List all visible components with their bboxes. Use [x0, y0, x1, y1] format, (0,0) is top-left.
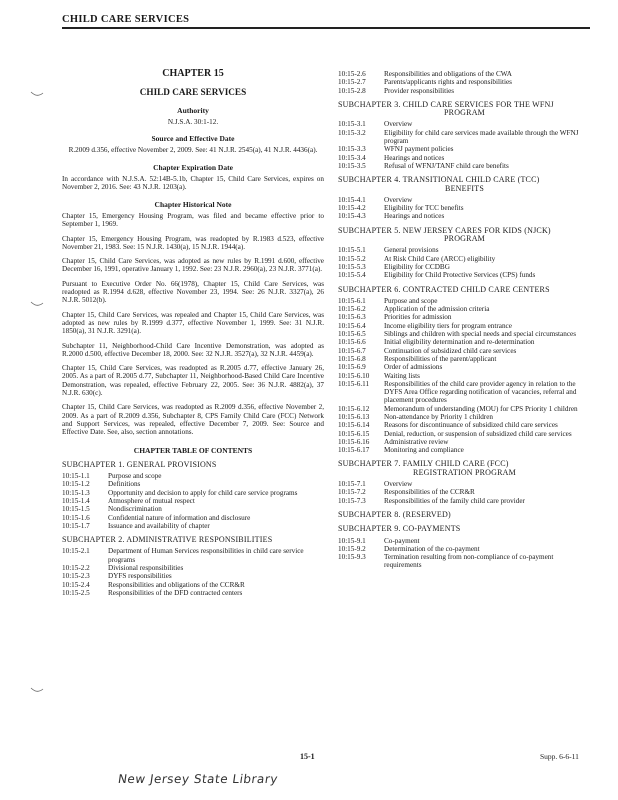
section-number: 10:15-6.4	[338, 321, 366, 330]
left-column	[62, 70, 324, 597]
section-number: 10:15-6.5	[338, 330, 366, 339]
toc-entry	[338, 497, 591, 505]
section-title: DYFS responsibilities	[108, 572, 172, 581]
section-number: 10:15-6.3	[338, 313, 366, 322]
subchapter-heading	[62, 461, 324, 469]
section-number: 10:15-4.2	[338, 204, 366, 213]
section-title: Non-attendance by Priority 1 children	[384, 412, 493, 421]
section-title: Atmosphere of mutual respect	[108, 496, 195, 505]
subchapter-title: SUBCHAPTER 6. CONTRACTED CHILD CARE CENTERS	[338, 284, 550, 294]
toc-entry	[62, 564, 324, 572]
subchapter-title-cont: PROGRAM	[444, 234, 485, 244]
section-number: 10:15-3.2	[338, 128, 366, 137]
toc-entry	[338, 305, 591, 313]
section-title: Initial eligibility determination and re-determination	[384, 338, 535, 347]
subchapter-title: SUBCHAPTER 4. TRANSITIONAL CHILD CARE (TCC)	[338, 175, 540, 185]
section-number: 10:15-6.6	[338, 338, 366, 347]
section-number: 10:15-1.1	[62, 472, 90, 481]
section-number: 10:15-2.4	[62, 580, 90, 589]
section-title: Eligibility for CCDBG	[384, 262, 450, 271]
section-number: 10:15-4.3	[338, 212, 366, 221]
section-title: Reasons for discontinuance of subsidized child care services	[384, 421, 558, 430]
history-paragraph: Chapter 15, Child Care Services, was repealed and Chapter 15, Child Care Services, was adopted as new rules by R.1999 d.377, effective November 1, 1999. See: 31 N.J.R. 1850(a), 31 N.J.R. 3291(a).	[62, 310, 324, 336]
toc-entry	[62, 505, 324, 513]
authority-heading: Authority	[177, 105, 209, 115]
subchapter-heading	[62, 536, 324, 544]
section-title: Order of admissions	[384, 363, 443, 372]
section-number: 10:15-6.7	[338, 346, 366, 355]
section-title: Continuation of subsidized child care services	[384, 346, 517, 355]
section-number: 10:15-5.3	[338, 262, 366, 271]
section-number: 10:15-3.4	[338, 153, 366, 162]
section-number: 10:15-6.9	[338, 363, 366, 372]
toc-entry	[62, 547, 324, 564]
toc-entry	[338, 70, 591, 78]
subchapter-title: SUBCHAPTER 9. CO-PAYMENTS	[338, 524, 461, 534]
section-title: WFNJ payment policies	[384, 145, 454, 154]
section-title: Overview	[384, 120, 413, 129]
section-title: Provider responsibilities	[384, 86, 455, 95]
subchapter-title-cont: PROGRAM	[444, 108, 485, 118]
margin-mark	[30, 686, 44, 694]
section-title: Nondiscrimination	[108, 505, 162, 514]
subchapter-heading	[338, 101, 591, 118]
toc-entry	[338, 322, 591, 330]
section-title: Denial, reduction, or suspension of subsidized child care services	[384, 429, 572, 438]
subchapter-title: SUBCHAPTER 2. ADMINISTRATIVE RESPONSIBILITIES	[62, 535, 273, 545]
section-number: 10:15-5.2	[338, 254, 366, 263]
toc-entry	[338, 255, 591, 263]
page-number: 15-1	[300, 752, 315, 761]
toc-heading: CHAPTER TABLE OF CONTENTS	[133, 445, 253, 455]
history-paragraph: Chapter 15, Child Care Services, was readopted as R.2009 d.356, effective November 2, 2009. As a part of R.2009 d.356, Subchapter 8, CPS Family Child Care (FCC) Network and Support Services, was repealed, effective December 7, 2009. See: Source and Effective Date. See, also, section annotations.	[62, 403, 324, 437]
toc-entry	[338, 263, 591, 271]
section-number: 10:15-6.1	[338, 296, 366, 305]
toc-entry	[338, 363, 591, 371]
section-title: Opportunity and decision to apply for child care service programs	[108, 488, 298, 497]
toc-entry	[338, 430, 591, 438]
toc-entry	[338, 537, 591, 545]
supplement-date: Supp. 6-6-11	[540, 752, 579, 761]
subchapter-heading	[338, 286, 591, 294]
toc-entry	[62, 572, 324, 580]
section-number: 10:15-6.11	[338, 379, 370, 388]
source-section	[62, 135, 324, 155]
subchapter-heading	[338, 176, 591, 193]
section-title: Eligibility for Child Protective Services (CPS) funds	[384, 271, 536, 280]
section-number: 10:15-2.8	[338, 86, 366, 95]
subchapter-title-cont: BENEFITS	[445, 183, 484, 193]
section-number: 10:15-2.6	[338, 70, 366, 78]
section-title: Parents/applicants rights and responsibilities	[384, 78, 512, 87]
section-title: Eligibility for child care services made available through the WFNJ program	[384, 128, 579, 146]
toc-entry	[62, 522, 324, 530]
subchapter-title-cont: REGISTRATION PROGRAM	[413, 467, 516, 477]
section-number: 10:15-6.17	[338, 446, 370, 455]
section-title: Responsibilities of the parent/applicant	[384, 354, 497, 363]
toc-entry	[338, 204, 591, 212]
right-top-items	[338, 70, 591, 95]
subchapter-title: SUBCHAPTER 1. GENERAL PROVISIONS	[62, 459, 217, 469]
subchapter-title: SUBCHAPTER 3. CHILD CARE SERVICES FOR THE WFNJ	[338, 99, 554, 109]
toc-entry	[338, 129, 591, 146]
section-number: 10:15-3.3	[338, 145, 366, 154]
toc-entry	[338, 145, 591, 153]
expiration-section	[62, 164, 324, 192]
toc-entry	[338, 120, 591, 128]
toc-entry	[338, 488, 591, 496]
section-title: Hearings and notices	[384, 153, 445, 162]
section-number: 10:15-3.1	[338, 120, 366, 129]
section-title: Purpose and scope	[108, 472, 162, 481]
section-title: Responsibilities of the CCR&R	[384, 488, 475, 497]
section-title: Income eligibility tiers for program entrance	[384, 321, 512, 330]
section-number: 10:15-2.2	[62, 564, 90, 573]
source-heading: Source and Effective Date	[151, 134, 235, 144]
toc-entry	[338, 545, 591, 553]
right-toc	[338, 101, 591, 570]
history-paragraph: Pursuant to Executive Order No. 66(1978), Chapter 15, Child Care Services, was readopted as R.1994 d.628, effective November 23, 1994. See: 26 N.J.R. 3327(a), 26 N.J.R. 5012(b).	[62, 279, 324, 305]
section-title: Confidential nature of information and disclosure	[108, 513, 251, 522]
section-title: Responsibilities of the family child care provider	[384, 496, 525, 505]
section-title: Refusal of WFNJ/TANF child care benefits	[384, 161, 509, 170]
chapter-number: CHAPTER 15	[162, 68, 224, 79]
section-number: 10:15-6.14	[338, 421, 370, 430]
section-number: 10:15-1.5	[62, 505, 90, 514]
subchapter-heading	[338, 525, 591, 533]
toc-entry	[338, 212, 591, 220]
subchapter-heading	[338, 227, 591, 244]
library-stamp: New Jersey State Library	[117, 772, 279, 786]
section-number: 10:15-6.16	[338, 437, 370, 446]
section-title: Application of the admission criteria	[384, 305, 490, 314]
toc-entry	[338, 421, 591, 429]
section-number: 10:15-7.2	[338, 488, 366, 497]
section-title: Administrative review	[384, 437, 449, 446]
history-paragraph: Chapter 15, Emergency Housing Program, was filed and became effective prior to September 1, 1969.	[62, 211, 324, 229]
margin-mark	[30, 90, 44, 98]
section-title: Responsibilities and obligations of the CCR&R	[108, 580, 245, 589]
toc-entry	[338, 87, 591, 95]
section-number: 10:15-2.1	[62, 547, 90, 556]
section-title: Definitions	[108, 480, 141, 489]
toc-entry	[338, 313, 591, 321]
subchapter-heading	[338, 511, 591, 519]
authority-section	[62, 107, 324, 127]
section-title: Co-payment	[384, 536, 420, 545]
section-number: 10:15-9.2	[338, 544, 366, 553]
toc-entry	[338, 271, 591, 279]
history-paragraph: Chapter 15, Emergency Housing Program, was readopted by R.1983 d.523, effective November 21, 1983. See: 15 N.J.R. 1430(a), 15 N.J.R. 1944(a).	[62, 234, 324, 251]
section-number: 10:15-5.1	[338, 246, 366, 255]
toc-entry	[338, 480, 591, 488]
section-number: 10:15-1.7	[62, 521, 90, 530]
section-number: 10:15-9.3	[338, 553, 366, 562]
section-number: 10:15-4.1	[338, 195, 366, 204]
source-text: R.2009 d.356, effective November 2, 2009. See: 41 N.J.R. 2545(a), 41 N.J.R. 4436(a).	[68, 146, 318, 155]
section-title: Waiting lists	[384, 371, 420, 380]
section-title: Monitoring and compliance	[384, 446, 464, 455]
history-paragraph: Subchapter 11, Neighborhood-Child Care Incentive Demonstration, was adopted as R.2000 d.500, effective December 18, 2000. See: 32 N.J.R. 3527(a), 32 N.J.R. 4459(a).	[62, 341, 324, 358]
toc-entry	[338, 297, 591, 305]
section-title: Priorities for admission	[384, 313, 452, 322]
section-title: Responsibilities and obligations of the CWA	[384, 70, 512, 78]
section-number: 10:15-7.1	[338, 480, 366, 489]
section-title: Determination of the co-payment	[384, 544, 480, 553]
section-number: 10:15-7.3	[338, 496, 366, 505]
section-number: 10:15-9.1	[338, 536, 366, 545]
history-paragraph: Chapter 15, Child Care Services, was adopted as new rules by R.1991 d.600, effective December 16, 1991, operative January 1, 1992. See: 23 N.J.R. 2960(a), 23 N.J.R. 3771(a).	[62, 257, 324, 274]
section-title: Purpose and scope	[384, 296, 438, 305]
right-column	[338, 70, 591, 570]
section-title: Responsibilities of the DFD contracted centers	[108, 588, 243, 597]
toc-entry	[338, 372, 591, 380]
toc-entry	[338, 154, 591, 162]
toc-entry	[338, 380, 591, 405]
section-title: Overview	[384, 195, 413, 204]
history-section	[62, 201, 324, 437]
toc-entry	[338, 438, 591, 446]
toc-entry	[338, 78, 591, 86]
section-title: Hearings and notices	[384, 212, 445, 221]
running-header: CHILD CARE SERVICES	[62, 14, 590, 29]
subchapter-heading	[338, 460, 591, 477]
section-number: 10:15-6.2	[338, 305, 366, 314]
section-number: 10:15-1.3	[62, 488, 90, 497]
section-title: Eligibility for TCC benefits	[384, 204, 464, 213]
section-title: Department of Human Services responsibilities in child care service programs	[108, 547, 304, 564]
toc-entry	[62, 489, 324, 497]
section-title: At Risk Child Care (ARCC) eligibility	[384, 254, 496, 263]
section-title: Memorandum of understanding (MOU) for CPS Priority 1 children	[384, 404, 578, 413]
section-number: 10:15-6.15	[338, 429, 370, 438]
section-number: 10:15-1.4	[62, 496, 90, 505]
expiration-text: In accordance with N.J.S.A. 52:14B-5.1b, Chapter 15, Child Care Services, expires on November 2, 2016. See: 43 N.J.R. 1203(a).	[62, 175, 324, 192]
section-number: 10:15-3.5	[338, 161, 366, 170]
toc-entry	[338, 553, 591, 570]
toc-entry	[338, 246, 591, 254]
section-number: 10:15-1.6	[62, 513, 90, 522]
subchapter-title: SUBCHAPTER 5. NEW JERSEY CARES FOR KIDS (NJCK)	[338, 225, 551, 235]
section-title: Responsibilities of the child care provider agency in relation to the DYFS Area Office regarding notification of vacancies, referral and placement procedures	[384, 379, 577, 405]
subchapter-title: SUBCHAPTER 8. (RESERVED)	[338, 509, 451, 519]
section-title: Issuance and availability of chapter	[108, 521, 210, 530]
section-number: 10:15-2.3	[62, 572, 90, 581]
toc-entry	[338, 446, 591, 454]
authority-text: N.J.S.A. 30:1-12.	[167, 117, 219, 126]
toc-entry	[338, 330, 591, 338]
chapter-title: CHILD CARE SERVICES	[139, 87, 247, 98]
history-paragraphs	[62, 212, 324, 437]
toc-entry	[62, 514, 324, 522]
section-number: 10:15-6.13	[338, 412, 370, 421]
toc-entry	[62, 472, 324, 480]
toc-entry	[338, 355, 591, 363]
expiration-heading: Chapter Expiration Date	[153, 162, 233, 172]
toc-entry	[62, 497, 324, 505]
section-number: 10:15-6.10	[338, 371, 370, 380]
toc-entry	[338, 162, 591, 170]
history-heading: Chapter Historical Note	[154, 199, 232, 209]
toc-entry	[338, 338, 591, 346]
subchapter-title: SUBCHAPTER 7. FAMILY CHILD CARE (FCC)	[338, 459, 509, 469]
section-title: Overview	[384, 480, 413, 489]
toc-entry	[338, 196, 591, 204]
toc-entry	[338, 405, 591, 413]
section-title: Siblings and children with special needs and special circumstances	[384, 330, 577, 339]
toc-entry	[338, 347, 591, 355]
section-number: 10:15-6.8	[338, 354, 366, 363]
section-number: 10:15-2.5	[62, 588, 90, 597]
left-toc	[62, 461, 324, 597]
section-title: Termination resulting from non-compliance of co-payment requirements	[384, 553, 554, 570]
section-number: 10:15-2.7	[338, 78, 366, 87]
section-title: General provisions	[384, 246, 439, 255]
toc-entry	[62, 581, 324, 589]
margin-mark	[30, 300, 44, 308]
section-title: Divisional responsibilities	[108, 564, 184, 573]
toc-entry	[62, 480, 324, 488]
section-number: 10:15-1.2	[62, 480, 90, 489]
section-number: 10:15-6.12	[338, 404, 370, 413]
history-paragraph: Chapter 15, Child Care Services, was readopted as R.2005 d.77, effective January 26, 2005. As a part of R.2005 d.77, Subchapter 11, Neighborhood-Based Child Care Incentive Demonstration, was repealed, effective February 22, 2005. See: 36 N.J.R. 4882(a), 37 N.J.R. 630(c).	[62, 364, 324, 398]
section-number: 10:15-5.4	[338, 271, 366, 280]
toc-entry	[62, 589, 324, 597]
toc-entry	[338, 413, 591, 421]
